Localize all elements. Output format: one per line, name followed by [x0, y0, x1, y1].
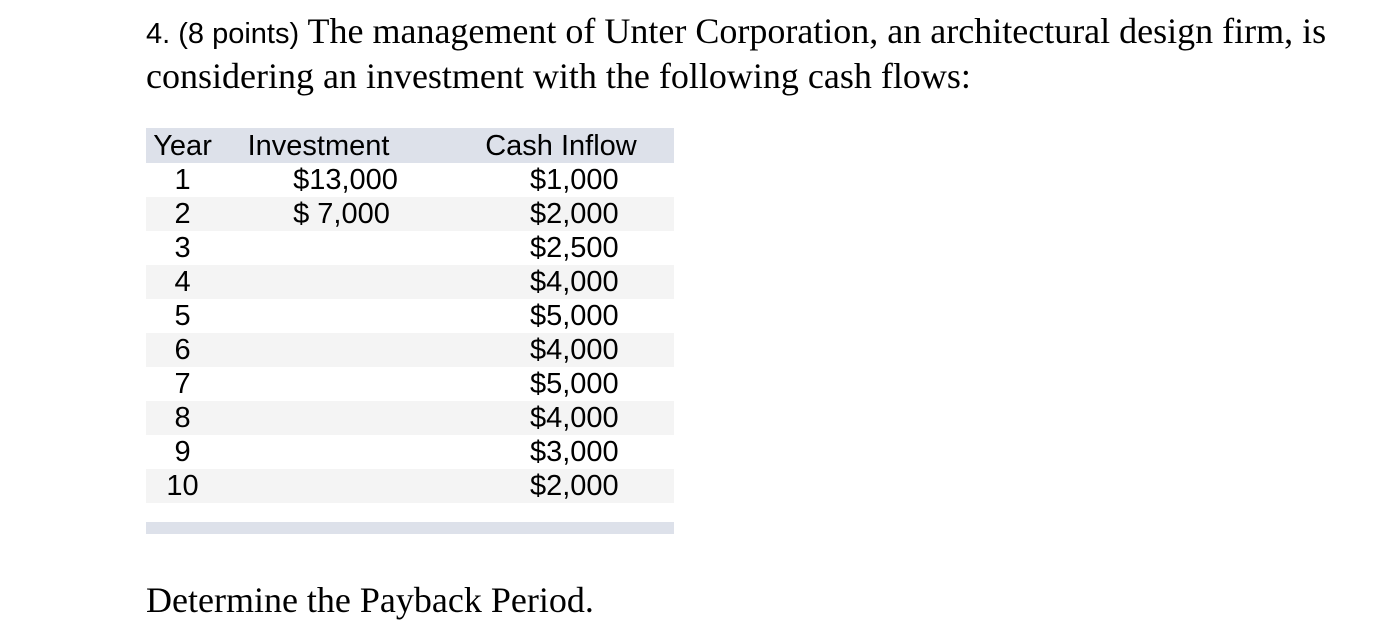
cell-investment — [219, 401, 448, 435]
table-footer-bar — [146, 522, 674, 534]
cell-cash-inflow: $5,000 — [529, 300, 619, 332]
header-year: Year — [153, 129, 212, 162]
cell-year: 8 — [174, 402, 191, 434]
table-row — [146, 435, 674, 469]
cash-flow-table — [146, 128, 674, 503]
cell-cash-inflow: $2,000 — [529, 470, 619, 502]
cell-investment — [219, 299, 448, 333]
cell-cash-inflow: $3,000 — [529, 436, 619, 468]
cell-cash-inflow: $5,000 — [529, 368, 619, 400]
cell-cash-inflow: $4,000 — [529, 266, 619, 298]
cell-year: 2 — [174, 198, 191, 230]
cell-cash-inflow: $4,000 — [529, 402, 619, 434]
table-row — [146, 197, 674, 231]
table-row — [146, 401, 674, 435]
cell-year: 10 — [166, 470, 199, 502]
cell-investment — [219, 469, 448, 503]
table-row — [146, 299, 674, 333]
cell-year: 4 — [174, 266, 191, 298]
cell-year: 5 — [174, 300, 191, 332]
cell-investment — [219, 367, 448, 401]
header-investment: Investment — [247, 129, 390, 162]
cell-cash-inflow: $2,000 — [529, 198, 619, 230]
question-number: 4. (8 points) — [146, 18, 300, 50]
cell-investment — [219, 231, 448, 265]
cell-year: 7 — [174, 368, 191, 400]
cell-year: 3 — [174, 232, 191, 264]
table-row — [146, 333, 674, 367]
cell-investment — [219, 333, 448, 367]
payback-prompt: Determine the Payback Period. — [146, 580, 594, 620]
cell-cash-inflow: $4,000 — [529, 334, 619, 366]
table-row — [146, 469, 674, 503]
cell-year: 1 — [174, 164, 191, 196]
table-row — [146, 231, 674, 265]
table-header-row — [146, 128, 674, 163]
table-row — [146, 367, 674, 401]
cell-year: 6 — [174, 334, 191, 366]
cell-investment — [219, 435, 448, 469]
cell-investment — [219, 265, 448, 299]
cell-investment: $13,000 — [293, 164, 398, 196]
cell-cash-inflow: $1,000 — [529, 164, 619, 196]
cell-year: 9 — [174, 436, 191, 468]
table-row — [146, 163, 674, 197]
question-body: The management of Unter Corporation, an architectural design firm, is considering an investment with the following cash flows: — [146, 11, 1327, 96]
table-row — [146, 265, 674, 299]
cell-cash-inflow: $2,500 — [529, 232, 619, 264]
cell-investment: $ 7,000 — [293, 198, 390, 230]
header-cash-inflow: Cash Inflow — [485, 129, 637, 162]
question-text — [146, 10, 1366, 97]
